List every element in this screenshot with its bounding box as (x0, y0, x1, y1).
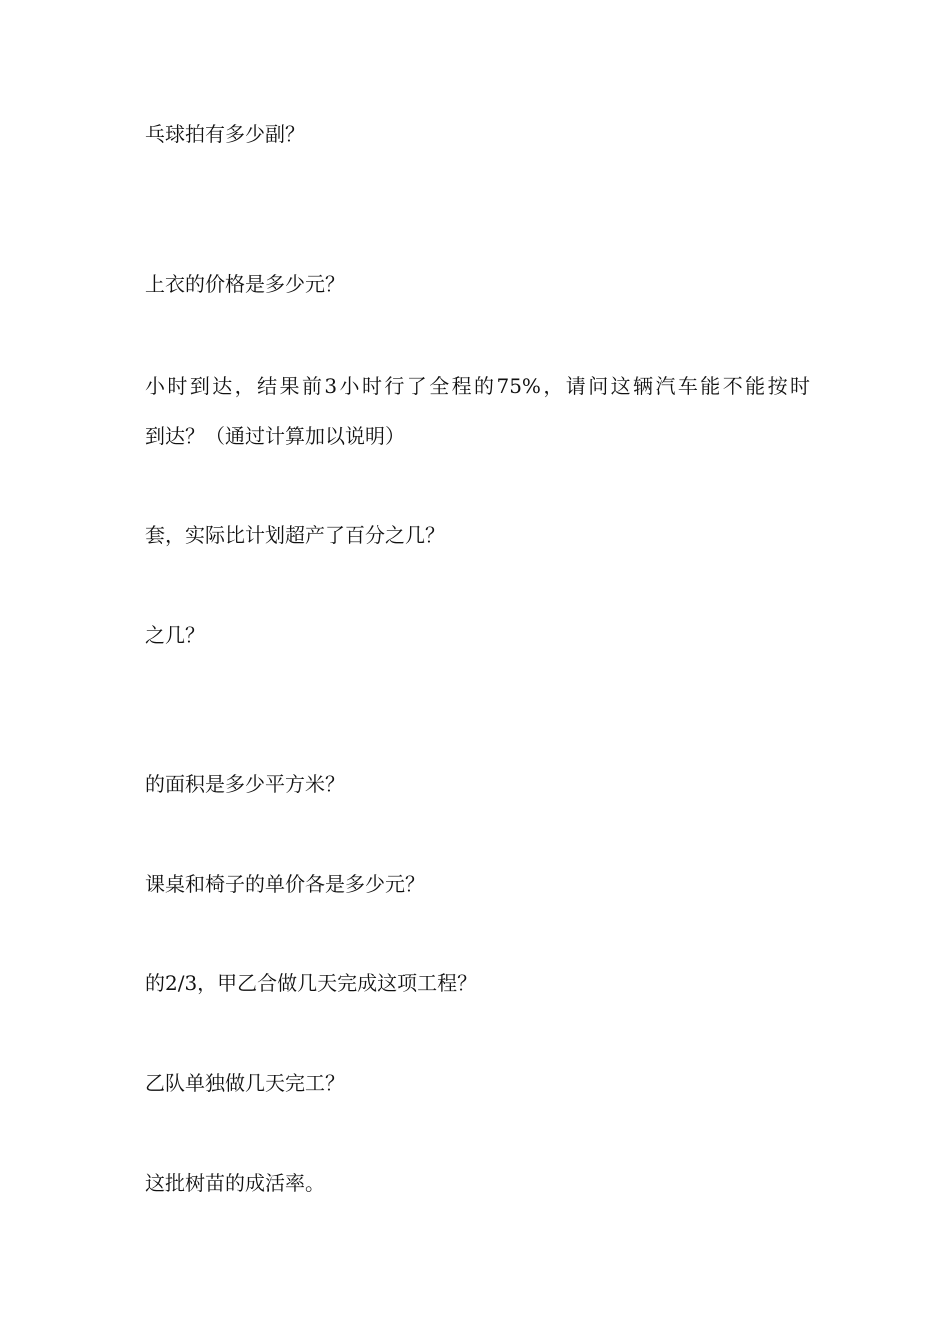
problem-text: 上衣的价格是多少元？ (145, 272, 345, 296)
problem-8-continued (145, 520, 810, 550)
problem-text: 课桌和椅子的单价各是多少元？ (145, 872, 425, 896)
problem-11-continued (145, 769, 810, 799)
problem-text: 之几？ (145, 623, 205, 647)
problem-12-continued (145, 869, 810, 899)
problem-7-continued: 小时到达，结果前3小时行了全程的75%，请问这辆汽车能不能按时 (145, 374, 810, 398)
problem-13-continued (145, 968, 810, 998)
problem-text: 乙队单独做几天完工？ (145, 1071, 345, 1095)
problem-9-continued (145, 620, 810, 650)
continuation-text: 乓球拍有多少副？ (145, 122, 305, 146)
problem-7-continued (145, 421, 810, 451)
problem-text: 这批树苗的成活率。 (145, 1171, 325, 1195)
problem-text: 套，实际比计划超产了百分之几？ (145, 523, 445, 547)
continuation-line (145, 119, 810, 149)
problem-15-continued (145, 1168, 810, 1198)
problem-text: 的面积是多少平方米？ (145, 772, 345, 796)
problem-14-continued (145, 1068, 810, 1098)
problem-text: 的2/3，甲乙合做几天完成这项工程？ (145, 971, 478, 995)
problem-6-continued (145, 269, 810, 299)
problem-text: 到达？（通过计算加以说明） (145, 424, 405, 448)
